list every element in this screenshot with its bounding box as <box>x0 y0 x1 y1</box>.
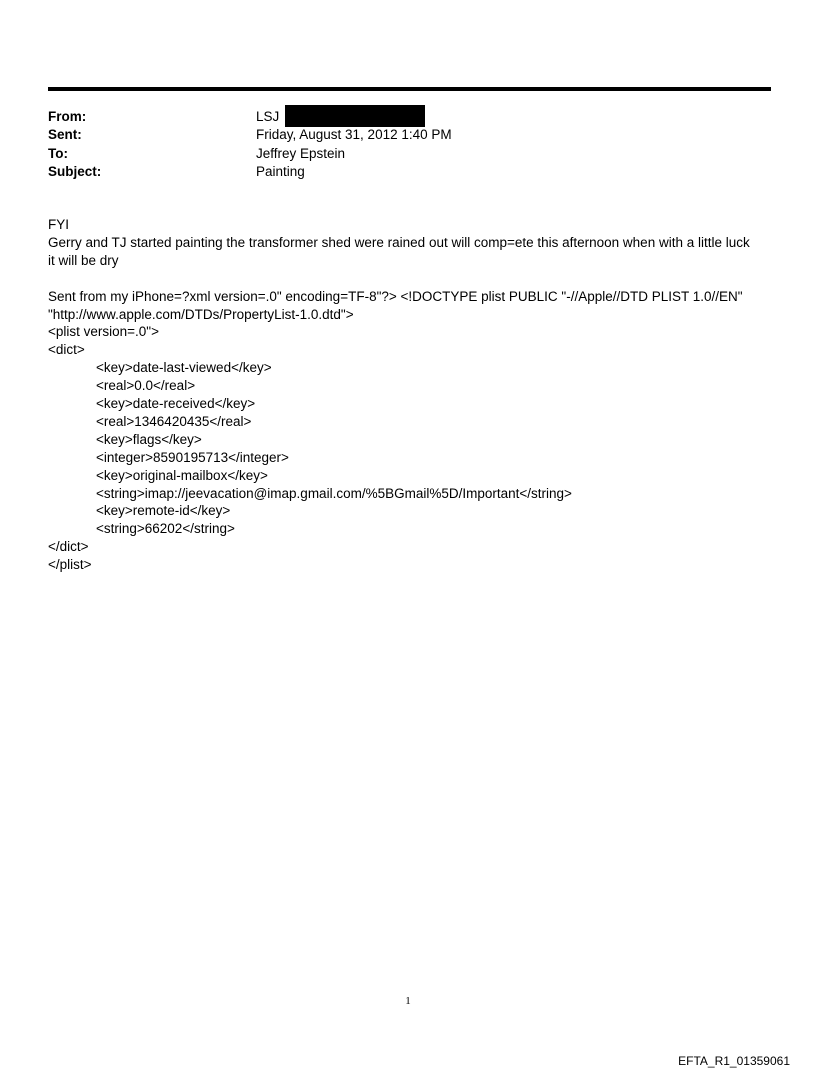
document-id: EFTA_R1_01359061 <box>678 1054 790 1068</box>
sent-label: Sent: <box>48 127 82 143</box>
subject-value: Painting <box>256 164 305 180</box>
body-line: it will be dry <box>48 252 119 268</box>
from-row <box>48 107 768 126</box>
email-body <box>48 216 768 574</box>
dict-line: <key>flags</key> <box>96 431 202 447</box>
paragraph-gap <box>48 270 768 288</box>
dict-line: <key>date-last-viewed</key> <box>96 360 272 376</box>
from-value <box>256 105 425 127</box>
dict-line: <integer>8590195713</integer> <box>96 449 289 465</box>
subject-row <box>48 163 768 182</box>
sent-value: Friday, August 31, 2012 1:40 PM <box>256 127 452 143</box>
email-header <box>48 107 768 181</box>
dict-line: <key>remote-id</key> <box>96 503 231 519</box>
dict-line: <real>0.0</real> <box>96 378 196 394</box>
body-line: <dict> <box>48 342 85 358</box>
to-value: Jeffrey Epstein <box>256 145 346 161</box>
dict-line: <key>original-mailbox</key> <box>96 467 268 483</box>
from-label: From: <box>48 108 87 124</box>
body-line: </dict> <box>48 539 89 555</box>
dict-line: <real>1346420435</real> <box>96 413 252 429</box>
page-number: 1 <box>405 995 411 1007</box>
body-line: <plist version=.0"> <box>48 324 159 340</box>
redaction-box <box>285 105 425 127</box>
body-line: Gerry and TJ started painting the transformer shed were rained out will comp=ete this afternoon when with a little luck <box>48 234 750 250</box>
dict-line: <string>66202</string> <box>96 521 235 537</box>
dict-line: <key>date-received</key> <box>96 396 256 412</box>
sent-row <box>48 126 768 145</box>
dict-line: <string>imap://jeevacation@imap.gmail.com/%5BGmail%5D/Important</string> <box>96 485 572 501</box>
body-line: "http://www.apple.com/DTDs/PropertyList-1.0.dtd"> <box>48 306 354 322</box>
to-label: To: <box>48 145 68 161</box>
subject-label: Subject: <box>48 164 102 180</box>
sender-name: LSJ <box>256 108 280 124</box>
body-line: Sent from my iPhone=?xml version=.0" encoding=TF-8"?> <!DOCTYPE plist PUBLIC "-//Apple//DTD PLIST 1.0//EN" <box>48 288 743 304</box>
body-line: FYI <box>48 217 70 232</box>
header-divider <box>48 87 771 91</box>
to-row <box>48 144 768 163</box>
body-line: </plist> <box>48 557 92 573</box>
